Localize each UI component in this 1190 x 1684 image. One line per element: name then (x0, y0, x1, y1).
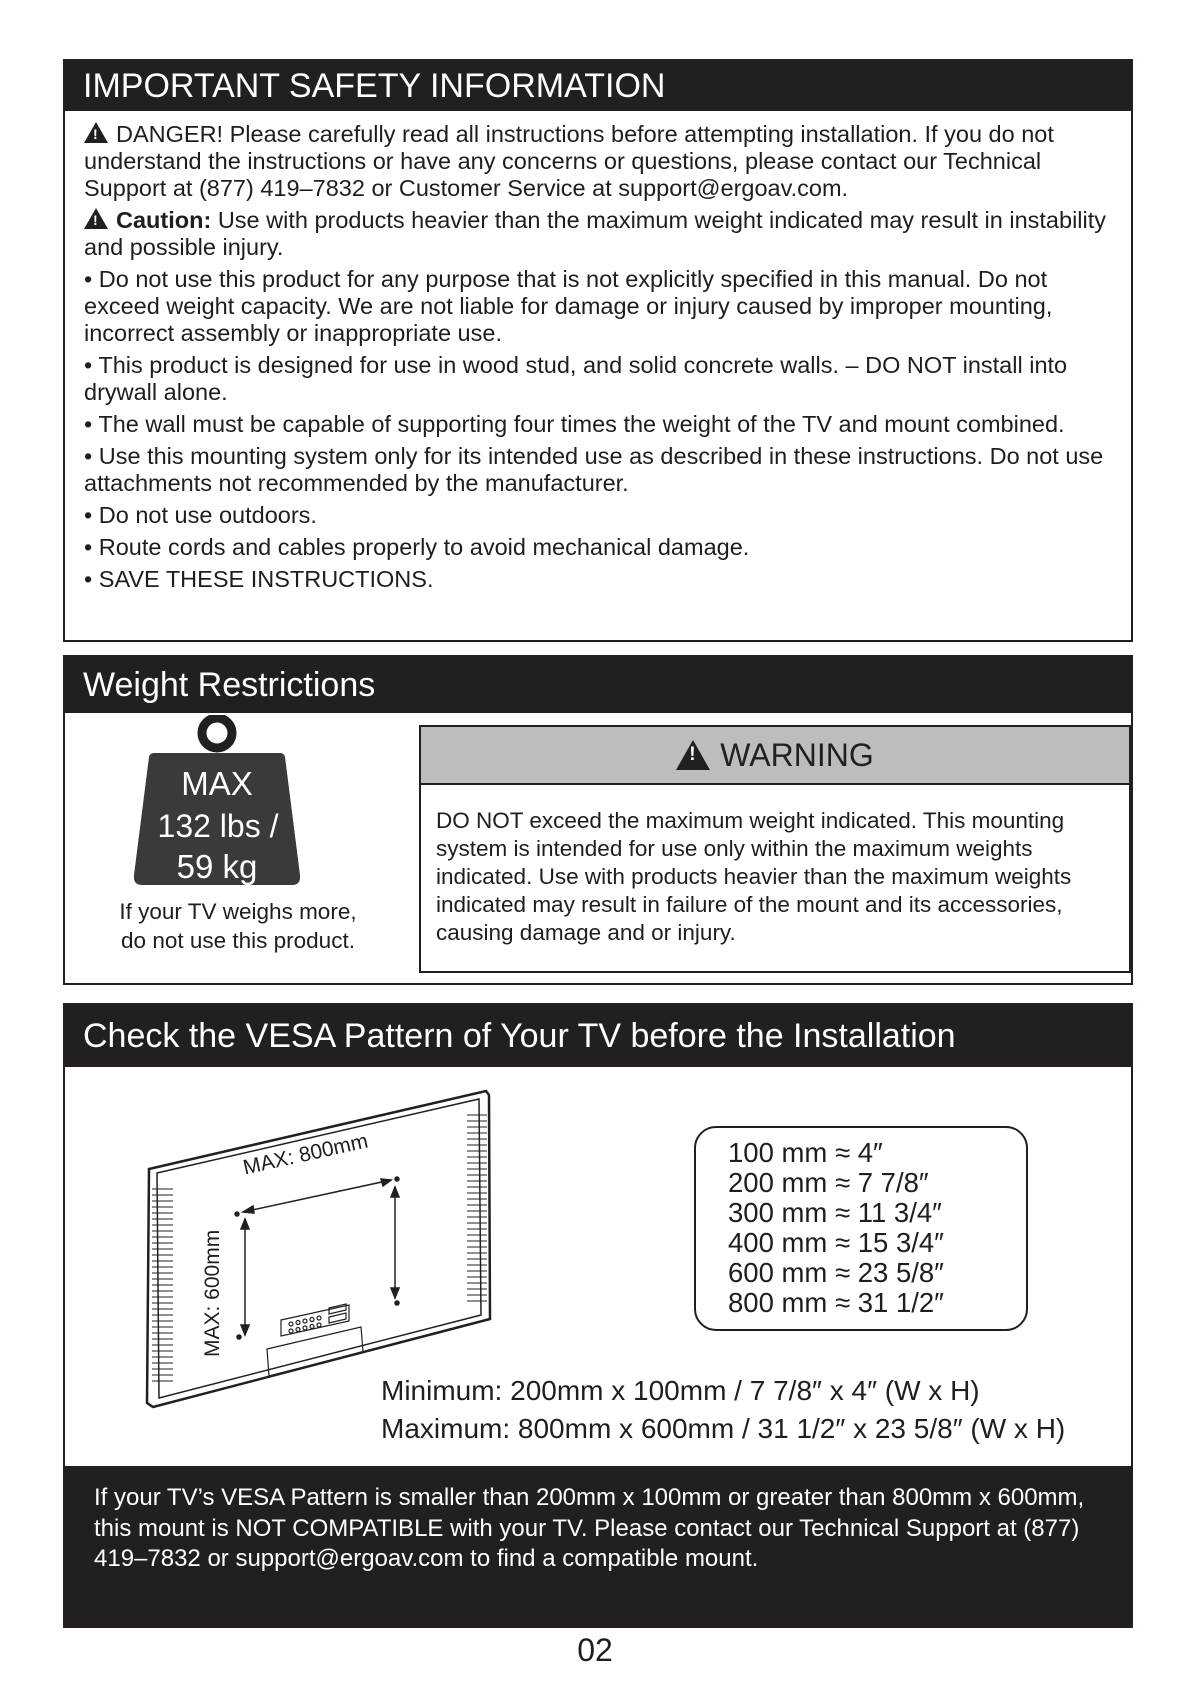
vesa-title: Check the VESA Pattern of Your TV before the Installation (65, 1005, 1131, 1067)
bullet-text: Route cords and cables properly to avoid mechanical damage. (98, 534, 750, 560)
safety-section (63, 59, 1133, 642)
bullet-text: Do not use this product for any purpose that is not explicitly specified in this manual. Do not exceed weight capacity. We are not liable for damage or injury caused by improper mounting, incorrect assembly or inappropriate use. (84, 266, 1053, 346)
conversion-row: 300 mm ≈ 11 3/4″ (728, 1197, 942, 1228)
conversion-row: 600 mm ≈ 23 5/8″ (728, 1257, 944, 1288)
size-conversion-box (694, 1126, 1028, 1331)
bullet-item: • Route cords and cables properly to avoid mechanical damage. (84, 534, 750, 560)
weight-max-label: MAX (181, 765, 253, 802)
conversion-row: 800 mm ≈ 31 1/2″ (728, 1287, 944, 1318)
bullet-text: SAVE THESE INSTRUCTIONS. (98, 566, 434, 592)
danger-label: DANGER! (116, 121, 224, 147)
weight-caption-line: If your TV weighs more, (119, 899, 357, 924)
bullet-item: • The wall must be capable of supporting four times the weight of the TV and mount combined. (84, 411, 1065, 437)
max-width-label: MAX: 800mm (241, 1129, 371, 1180)
caution-text: Use with products heavier than the maximum weight indicated may result in instability and possible injury. (84, 207, 1107, 260)
conversion-row: 200 mm ≈ 7 7/8″ (728, 1167, 929, 1198)
conversion-row: 400 mm ≈ 15 3/4″ (728, 1227, 944, 1258)
maximum-size: Maximum: 800mm x 600mm / 31 1/2″ x 23 5/8″ (W x H) (381, 1413, 1066, 1444)
warning-box (419, 725, 1131, 973)
weight-title: Weight Restrictions (65, 657, 1131, 713)
page-number: 02 (577, 1632, 613, 1668)
bullet-text: This product is designed for use in wood stud, and solid concrete walls. – DO NOT install into drywall alone. (84, 352, 1068, 405)
weight-caption (93, 897, 383, 955)
compatibility-note: If your TV’s VESA Pattern is smaller than 200mm x 100mm or greater than 800mm x 600mm, this mount is NOT COMPATIBLE with your TV. Please contact our Technical Support at (877) 419–7832 or support@ergoav.com to find a compatible mount. (63, 1466, 1133, 1628)
weight-caption-line: do not use this product. (121, 928, 355, 953)
bullet-text: Do not use outdoors. (98, 502, 317, 528)
bullet-item: • Do not use outdoors. (84, 502, 317, 528)
warning-triangle-icon (84, 122, 108, 143)
weight-kg: 59 kg (176, 848, 258, 885)
danger-paragraph (84, 121, 1111, 202)
bullet-item: • Do not use this product for any purpose that is not explicitly specified in this manual. Do not exceed weight capacity. We are not liable for damage or injury caused by improper mounting, incorrect assembly or inappropriate use. (84, 266, 1053, 346)
warning-triangle-icon (84, 208, 108, 229)
tv-back-diagram (141, 1087, 501, 1417)
vesa-section (63, 1003, 1133, 1628)
conversion-row: 100 mm ≈ 4″ (728, 1137, 883, 1168)
bullet-item: • SAVE THESE INSTRUCTIONS. (84, 566, 434, 592)
weight-lbs: 132 lbs / (157, 808, 279, 844)
bullet-item: • Use this mounting system only for its intended use as described in these instructions. Do not use attachments not recommended by the manufacturer. (84, 443, 1104, 496)
warning-triangle-icon (676, 740, 710, 770)
max-height-label: MAX: 600mm (201, 1229, 224, 1357)
minimum-size: Minimum: 200mm x 100mm / 7 7/8″ x 4″ (W x H) (381, 1375, 980, 1406)
warning-title: WARNING (720, 736, 874, 773)
bullet-text: The wall must be capable of supporting four times the weight of the TV and mount combined. (98, 411, 1065, 437)
warning-text: DO NOT exceed the maximum weight indicated. This mounting system is intended for use only within the maximum weights indicated. Use with products heavier than the maximum weights indicated may result in failure of the mount and its accessories, causing damage and or injury. (436, 808, 1072, 945)
bullet-text: Use this mounting system only for its intended use as described in these instructions. Do not use attachments not recommended by the manufacturer. (84, 443, 1104, 496)
weight-icon (139, 715, 295, 893)
caution-label: Caution: (116, 207, 212, 233)
bullet-item: • This product is designed for use in wood stud, and solid concrete walls. – DO NOT install into drywall alone. (84, 352, 1068, 405)
safety-title: IMPORTANT SAFETY INFORMATION (65, 61, 1131, 111)
caution-paragraph (84, 207, 1111, 261)
weight-section (63, 655, 1133, 985)
warning-header (421, 727, 1129, 785)
safety-body (65, 111, 1131, 593)
danger-text: Please carefully read all instructions before attempting installation. If you do not understand the instructions or have any concerns or questions, please contact our Technical Support at (877) 419–7832 or Customer Service at support@ergoav.com. (84, 121, 1054, 201)
